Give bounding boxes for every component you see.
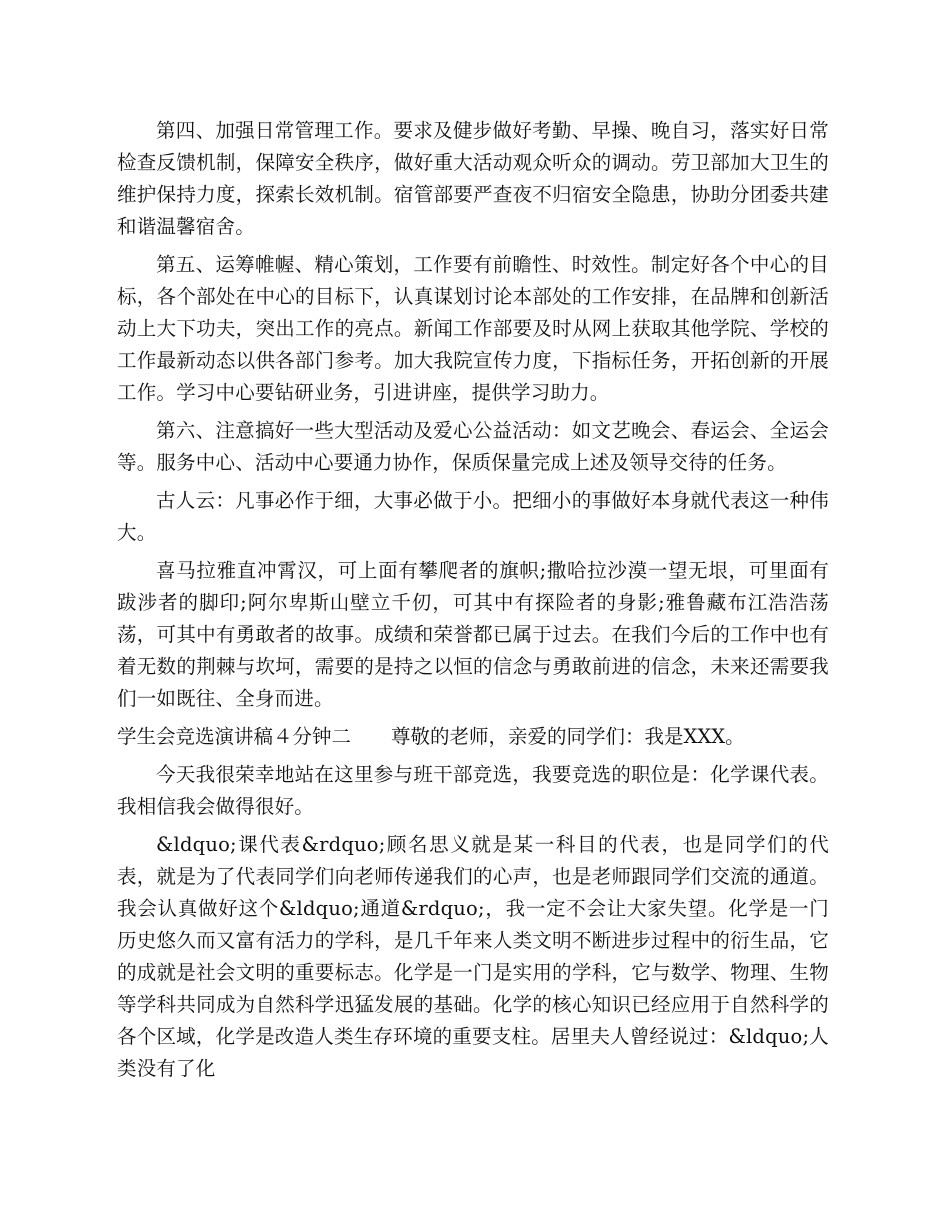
paragraph-sixth: 第六、注意搞好一些大型活动及爱心公益活动：如文艺晚会、春运会、全运会等。服务中心、活动中心要通力协作，保质保量完成上述及领导交待的任务。 xyxy=(117,419,829,474)
paragraph-himalaya: 喜马拉雅直冲霄汉，可上面有攀爬者的旗帜;撒哈拉沙漠一望无垠，可里面有跋涉者的脚印;阿尔卑斯山壁立千仞，可其中有探险者的身影;雅鲁藏布江浩浩荡荡，可其中有勇敢者的故事。成绩和荣誉都已属于过去。在我们今后的工作中也有着无数的荆棘与坎坷，需要的是持之以恒的信念与勇敢前进的信念，未来还需要我们一如既往、全身而进。 xyxy=(117,559,829,710)
speech-greeting: 尊敬的老师，亲爱的同学们：我是XXX。 xyxy=(391,725,745,748)
paragraph-proverb: 古人云：凡事必作于细，大事必做于小。把细小的事做好本身就代表这一种伟大。 xyxy=(117,489,829,544)
paragraph-fifth: 第五、运筹帷幄、精心策划，工作要有前瞻性、时效性。制定好各个中心的目标，各个部处在中心的目标下，认真谋划讨论本部处的工作安排，在品牌和创新活动上大下功夫，突出工作的亮点。新闻工作部要及时从网上获取其他学院、学校的工作最新动态以供各部门参考。加大我院宣传力度，下指标任务，开拓创新的开展工作。学习中心要钻研业务，引进讲座，提供学习助力。 xyxy=(117,253,829,404)
paragraph-intro: 今天我很荣幸地站在这里参与班干部竞选，我要竞选的职位是：化学课代表。我相信我会做得很好。 xyxy=(117,763,829,818)
speech-title-line xyxy=(117,721,829,753)
paragraph-fourth: 第四、加强日常管理工作。要求及健步做好考勤、早操、晚自习，落实好日常检查反馈机制，保障安全秩序，做好重大活动观众听众的调动。劳卫部加大卫生的维护保持力度，探索长效机制。宿管部要严查夜不归宿安全隐患，协助分团委共建和谐温馨宿舍。 xyxy=(117,119,829,238)
paragraph-representative: &ldquo;课代表&rdquo;顾名思义就是某一科目的代表，也是同学们的代表，就是为了代表同学们向老师传递我们的心声，也是老师跟同学们交流的通道。我会认真做好这个&ldquo;通道&rdquo;，我一定不会让大家失望。化学是一门历史悠久而又富有活力的学科，是几千年来人类文明不断进步过程中的衍生品，它的成就是社会文明的重要标志。化学是一门是实用的学科，它与数学、物理、生物等学科共同成为自然科学迅猛发展的基础。化学的核心知识已经应用于自然科学的各个区域，化学是改造人类生存环境的重要支柱。居里夫人曾经说过：&ldquo;人类没有了化 xyxy=(117,833,829,1080)
speech-title: 学生会竞选演讲稿４分钟二 xyxy=(117,725,352,748)
document-body xyxy=(117,115,829,1091)
